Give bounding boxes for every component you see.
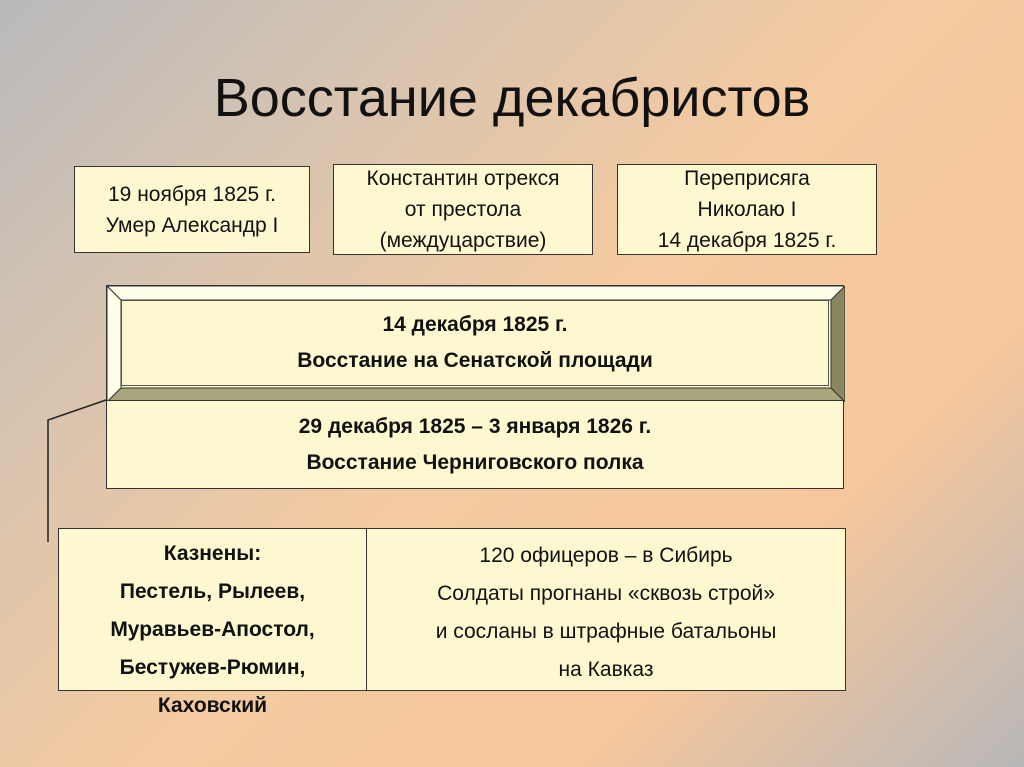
punishment-line: Солдаты прогнаны «сквозь строй» (437, 582, 775, 605)
executed-line: Бестужев-Рюмин, (119, 656, 306, 679)
event-line: от престола (404, 198, 522, 221)
event-line: Николаю I (697, 198, 797, 221)
senate-uprising-face (121, 300, 829, 386)
slide-title: Восстание декабристов (213, 68, 811, 128)
executed-cell (59, 529, 367, 717)
senate-uprising-box (106, 285, 844, 401)
senate-date: 14 декабря 1825 г. (382, 313, 568, 336)
senate-label: Восстание на Сенатской площади (297, 349, 653, 372)
executed-heading: Казнены: (163, 542, 262, 565)
punishment-line: 120 офицеров – в Сибирь (479, 544, 733, 567)
executed-line: Пестель, Рылеев, (119, 580, 306, 603)
executed-line: Муравьев-Апостол, (110, 618, 315, 641)
chernigov-label: Восстание Черниговского полка (306, 450, 644, 474)
event-box-konstantin-abdication (333, 164, 593, 255)
event-box-alexander-death (74, 166, 310, 253)
event-box-oath-nicholas (617, 164, 877, 255)
event-line: Переприсяга (684, 167, 810, 190)
punishment-cell (367, 529, 845, 690)
event-line: Константин отрекся (366, 167, 560, 190)
event-line: 19 ноября 1825 г. (108, 182, 276, 206)
consequences-table (58, 528, 846, 717)
event-line: Умер Александр I (105, 213, 279, 237)
event-line: (междуцарствие) (379, 229, 547, 252)
chernigov-uprising-box (106, 400, 844, 489)
punishment-line: и сосланы в штрафные батальоны (435, 620, 777, 643)
punishment-line: на Кавказ (558, 658, 654, 681)
chernigov-date: 29 декабря 1825 – 3 января 1826 г. (298, 414, 652, 438)
event-line: 14 декабря 1825 г. (657, 229, 837, 252)
executed-line: Каховский (157, 694, 268, 717)
